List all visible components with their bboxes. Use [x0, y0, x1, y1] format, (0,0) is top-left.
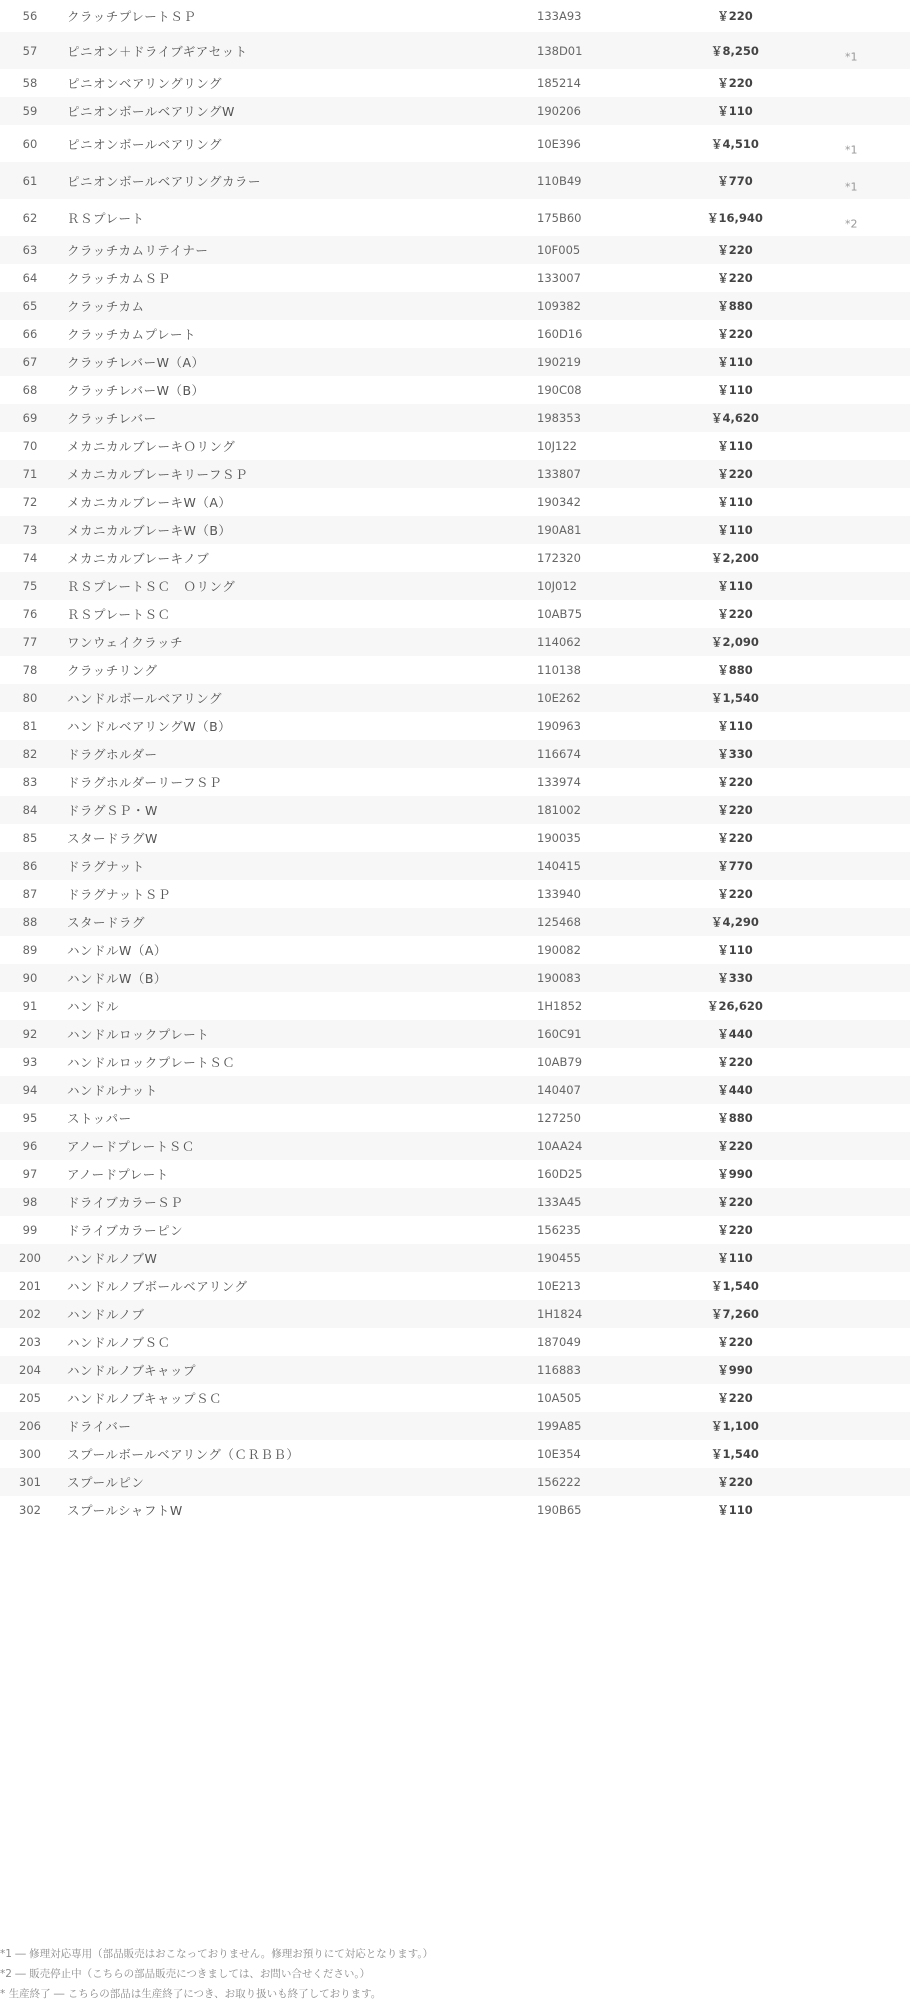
table-row — [0, 796, 910, 824]
table-row — [0, 292, 910, 320]
table-row — [0, 97, 910, 125]
part-name: クラッチカムＳＰ — [67, 271, 171, 286]
table-row — [0, 628, 910, 656]
part-price: ￥770 — [717, 173, 753, 188]
part-code: 175B60 — [537, 210, 582, 225]
part-price: ￥110 — [717, 355, 753, 369]
part-price: ￥1,100 — [711, 1419, 759, 1433]
part-price: ￥110 — [717, 523, 753, 537]
part-number: 97 — [22, 1167, 38, 1181]
part-name: アノードプレートＳＣ — [67, 1139, 195, 1154]
part-number: 70 — [22, 439, 38, 453]
part-name: クラッチカムリテイナー — [67, 243, 209, 258]
part-price: ￥16,940 — [707, 210, 763, 225]
part-number: 300 — [19, 1447, 41, 1461]
part-price: ￥770 — [717, 859, 753, 873]
part-code: 10E213 — [537, 1279, 581, 1293]
part-price: ￥220 — [717, 9, 753, 23]
part-number: 202 — [19, 1307, 41, 1321]
part-code: 133974 — [537, 775, 581, 789]
part-price: ￥440 — [717, 1027, 753, 1041]
part-number: 92 — [22, 1027, 38, 1041]
table-row — [0, 712, 910, 740]
part-name: スタードラグ — [67, 915, 146, 930]
table-row — [0, 1188, 910, 1216]
part-price: ￥4,510 — [711, 136, 759, 151]
table-row — [0, 936, 910, 964]
part-name: メカニカルブレーキノブ — [67, 551, 210, 566]
part-number: 67 — [22, 355, 38, 369]
table-row — [0, 1272, 910, 1300]
table-row — [0, 656, 910, 684]
part-name: ピニオンベアリングリング — [67, 76, 223, 91]
table-row — [0, 824, 910, 852]
part-price: ￥7,260 — [711, 1307, 759, 1321]
part-number: 64 — [22, 271, 38, 285]
part-code: 181002 — [537, 803, 581, 817]
part-number: 66 — [22, 327, 38, 341]
table-row — [0, 162, 910, 199]
part-price: ￥220 — [717, 1223, 753, 1237]
part-code: 116674 — [537, 747, 581, 761]
part-name: クラッチプレートＳＰ — [67, 9, 197, 24]
table-row — [0, 1048, 910, 1076]
part-number: 71 — [22, 467, 38, 481]
part-code: 160C91 — [537, 1027, 582, 1041]
part-number: 91 — [22, 999, 38, 1013]
part-number: 87 — [22, 887, 38, 901]
part-code: 133A45 — [537, 1195, 582, 1209]
part-name: ハンドルベアリングW（B） — [67, 719, 232, 734]
part-code: 198353 — [537, 411, 581, 425]
footnote-3: * 生産終了 ― こちらの部品は生産終了につき、お取り扱いも終了しております。 — [0, 1988, 382, 2000]
part-name: クラッチカム — [67, 299, 145, 314]
table-row — [0, 376, 910, 404]
part-price: ￥110 — [717, 104, 753, 118]
table-row — [0, 404, 910, 432]
table-row — [0, 460, 910, 488]
part-price: ￥880 — [717, 1111, 753, 1125]
table-row — [0, 1328, 910, 1356]
part-number: 83 — [22, 775, 38, 789]
part-name: ピニオンボールベアリングW — [67, 104, 235, 119]
part-price: ￥26,620 — [707, 999, 763, 1013]
part-code: 110B49 — [537, 173, 582, 188]
part-name: ドライブカラーピン — [67, 1223, 184, 1238]
part-code: 190083 — [537, 971, 581, 985]
part-note: *2 — [845, 217, 858, 230]
part-price: ￥220 — [717, 327, 753, 341]
part-price: ￥220 — [717, 775, 753, 789]
part-price: ￥2,090 — [711, 635, 759, 649]
table-row — [0, 1496, 910, 1524]
part-price: ￥8,250 — [711, 43, 759, 58]
part-name: ハンドルノブＳＣ — [67, 1335, 171, 1350]
part-number: 86 — [22, 859, 38, 873]
part-price: ￥990 — [717, 1363, 753, 1377]
part-number: 89 — [22, 943, 38, 957]
part-code: 133007 — [537, 271, 581, 285]
part-number: 201 — [19, 1279, 41, 1293]
part-name: メカニカルブレーキW（B） — [67, 523, 232, 538]
part-price: ￥220 — [717, 887, 753, 901]
part-price: ￥220 — [717, 467, 753, 481]
table-row — [0, 1468, 910, 1496]
part-price: ￥4,290 — [711, 915, 759, 929]
part-price: ￥220 — [717, 1335, 753, 1349]
table-row — [0, 69, 910, 97]
table-row — [0, 1160, 910, 1188]
part-code: 10E354 — [537, 1447, 581, 1461]
part-code: 190342 — [537, 495, 581, 509]
part-note: *1 — [845, 180, 858, 193]
part-number: 84 — [22, 803, 38, 817]
part-name: ハンドルノブW — [67, 1251, 158, 1266]
part-code: 190082 — [537, 943, 581, 957]
table-row — [0, 199, 910, 236]
part-code: 10A505 — [537, 1391, 582, 1405]
part-price: ￥220 — [717, 271, 753, 285]
part-name: ハンドルボールベアリング — [67, 691, 223, 706]
part-number: 74 — [22, 551, 38, 565]
part-number: 73 — [22, 523, 38, 537]
part-code: 116883 — [537, 1363, 581, 1377]
part-name: ＲＳプレートＳＣ — [67, 607, 171, 622]
part-code: 190963 — [537, 719, 581, 733]
part-name: ドラグナット — [67, 859, 145, 874]
part-name: ドラグＳＰ・W — [67, 803, 158, 818]
table-row — [0, 740, 910, 768]
part-number: 72 — [22, 495, 38, 509]
part-price: ￥220 — [717, 1475, 753, 1489]
part-name: ワンウェイクラッチ — [67, 635, 184, 650]
part-name: クラッチカムプレート — [67, 327, 197, 342]
part-code: 133807 — [537, 467, 581, 481]
part-name: ストッパー — [67, 1111, 132, 1126]
part-price: ￥110 — [717, 1251, 753, 1265]
table-row — [0, 1384, 910, 1412]
part-name: ハンドルW（B） — [67, 971, 167, 986]
part-number: 75 — [22, 579, 38, 593]
part-price: ￥440 — [717, 1083, 753, 1097]
part-code: 190C08 — [537, 383, 582, 397]
part-number: 69 — [22, 411, 38, 425]
part-name: メカニカルブレーキリーフＳＰ — [67, 467, 248, 482]
part-price: ￥110 — [717, 579, 753, 593]
table-row — [0, 1440, 910, 1468]
part-price: ￥220 — [717, 607, 753, 621]
part-name: ピニオン＋ドライブギアセット — [67, 43, 248, 59]
table-row — [0, 964, 910, 992]
part-number: 62 — [22, 210, 38, 225]
footnote-2: *2 ― 販売停止中（こちらの部品販売につきましては、お問い合せください。） — [0, 1968, 371, 1980]
part-price: ￥1,540 — [711, 1447, 759, 1461]
part-price: ￥990 — [717, 1167, 753, 1181]
part-price: ￥110 — [717, 943, 753, 957]
part-name: ハンドルノブキャップＳＣ — [67, 1391, 223, 1406]
table-row — [0, 908, 910, 936]
part-name: ピニオンボールベアリング — [67, 136, 223, 152]
part-code: 1H1824 — [537, 1307, 583, 1321]
part-name: ドラグホルダー — [67, 747, 158, 762]
part-number: 81 — [22, 719, 38, 733]
part-price: ￥330 — [717, 971, 753, 985]
part-name: ハンドルロックプレートＳＣ — [67, 1055, 236, 1070]
part-code: 140415 — [537, 859, 581, 873]
part-code: 190035 — [537, 831, 581, 845]
part-name: スプールピン — [67, 1475, 145, 1490]
part-price: ￥2,200 — [711, 551, 759, 565]
part-number: 90 — [22, 971, 38, 985]
part-code: 114062 — [537, 635, 581, 649]
part-code: 10E262 — [537, 691, 581, 705]
part-number: 205 — [19, 1391, 41, 1405]
part-price: ￥220 — [717, 1055, 753, 1069]
part-price: ￥880 — [717, 299, 753, 313]
part-number: 68 — [22, 383, 38, 397]
table-row — [0, 992, 910, 1020]
part-name: クラッチレバー — [67, 411, 157, 426]
part-name: ハンドルノブボールベアリング — [67, 1279, 248, 1294]
table-row — [0, 264, 910, 292]
part-price: ￥110 — [717, 1503, 753, 1517]
table-row — [0, 544, 910, 572]
part-code: 127250 — [537, 1111, 581, 1125]
part-code: 10AA24 — [537, 1139, 583, 1153]
part-number: 98 — [22, 1195, 38, 1209]
part-name: ドライブカラーＳＰ — [67, 1195, 184, 1210]
part-name: ハンドルノブ — [67, 1307, 145, 1322]
part-number: 301 — [19, 1475, 41, 1489]
table-row — [0, 488, 910, 516]
part-number: 78 — [22, 663, 38, 677]
table-row — [0, 600, 910, 628]
table-row — [0, 880, 910, 908]
part-number: 85 — [22, 831, 38, 845]
part-code: 10E396 — [537, 136, 581, 151]
table-row — [0, 516, 910, 544]
part-price: ￥220 — [717, 1391, 753, 1405]
part-number: 99 — [22, 1223, 38, 1237]
part-number: 77 — [22, 635, 38, 649]
part-number: 203 — [19, 1335, 41, 1349]
part-number: 94 — [22, 1083, 38, 1097]
table-row — [0, 1216, 910, 1244]
part-code: 10AB79 — [537, 1055, 583, 1069]
part-price: ￥220 — [717, 831, 753, 845]
table-row — [0, 1300, 910, 1328]
part-name: ハンドルナット — [67, 1083, 158, 1098]
part-number: 65 — [22, 299, 38, 313]
part-code: 190455 — [537, 1251, 581, 1265]
part-code: 190B65 — [537, 1503, 582, 1517]
table-row — [0, 125, 910, 162]
part-price: ￥220 — [717, 1139, 753, 1153]
table-row — [0, 1104, 910, 1132]
table-row — [0, 236, 910, 264]
part-price: ￥330 — [717, 747, 753, 761]
part-price: ￥1,540 — [711, 1279, 759, 1293]
part-code: 10F005 — [537, 243, 581, 257]
part-name: ピニオンボールベアリングカラー — [67, 173, 262, 189]
table-row — [0, 1412, 910, 1440]
part-code: 185214 — [537, 76, 581, 90]
part-code: 140407 — [537, 1083, 581, 1097]
part-number: 302 — [19, 1503, 41, 1517]
part-code: 125468 — [537, 915, 581, 929]
part-code: 172320 — [537, 551, 581, 565]
part-name: ドラグナットＳＰ — [67, 887, 171, 902]
part-price: ￥220 — [717, 1195, 753, 1209]
part-name: ドライバー — [67, 1419, 132, 1434]
table-row — [0, 1132, 910, 1160]
part-code: 10J122 — [537, 439, 577, 453]
part-name: スタードラグW — [67, 831, 158, 846]
part-number: 88 — [22, 915, 38, 929]
part-number: 56 — [22, 9, 38, 23]
part-code: 10AB75 — [537, 607, 583, 621]
part-price: ￥4,620 — [711, 411, 759, 425]
table-row — [0, 0, 910, 32]
part-name: クラッチレバーW（B） — [67, 383, 205, 398]
part-name: ハンドル — [67, 999, 120, 1014]
table-row — [0, 320, 910, 348]
part-number: 58 — [22, 76, 38, 90]
part-code: 156235 — [537, 1223, 581, 1237]
part-code: 190206 — [537, 104, 581, 118]
part-note: *1 — [845, 143, 858, 156]
part-name: ドラグホルダーリーフＳＰ — [67, 775, 222, 790]
part-number: 206 — [19, 1419, 41, 1433]
part-number: 63 — [22, 243, 38, 257]
part-price: ￥110 — [717, 495, 753, 509]
part-code: 190219 — [537, 355, 581, 369]
part-price: ￥1,540 — [711, 691, 759, 705]
part-number: 93 — [22, 1055, 38, 1069]
part-code: 160D16 — [537, 327, 583, 341]
part-number: 96 — [22, 1139, 38, 1153]
part-number: 204 — [19, 1363, 41, 1377]
table-row — [0, 1356, 910, 1384]
part-code: 156222 — [537, 1475, 581, 1489]
part-name: スプールボールベアリング（ＣＲＢＢ） — [67, 1447, 300, 1462]
part-code: 187049 — [537, 1335, 581, 1349]
part-name: ハンドルロックプレート — [67, 1027, 210, 1042]
table-row — [0, 572, 910, 600]
part-price: ￥110 — [717, 719, 753, 733]
part-name: スプールシャフトW — [67, 1503, 183, 1518]
table-row — [0, 852, 910, 880]
part-price: ￥220 — [717, 243, 753, 257]
part-code: 110138 — [537, 663, 581, 677]
part-name: クラッチリング — [67, 663, 158, 678]
part-name: ハンドルノブキャップ — [67, 1363, 197, 1378]
part-number: 57 — [22, 43, 38, 58]
part-code: 10J012 — [537, 579, 577, 593]
part-number: 60 — [22, 136, 38, 151]
part-name: ＲＳプレート — [67, 210, 145, 226]
part-price: ￥880 — [717, 663, 753, 677]
part-number: 76 — [22, 607, 38, 621]
part-code: 199A85 — [537, 1419, 582, 1433]
footnotes — [0, 1944, 912, 2004]
part-price: ￥220 — [717, 803, 753, 817]
table-row — [0, 1020, 910, 1048]
part-name: クラッチレバーW（A） — [67, 355, 205, 370]
part-code: 133A93 — [537, 9, 582, 23]
part-number: 95 — [22, 1111, 38, 1125]
part-price: ￥220 — [717, 76, 753, 90]
part-code: 1H1852 — [537, 999, 583, 1013]
part-number: 61 — [22, 173, 38, 188]
part-name: アノードプレート — [67, 1167, 169, 1182]
part-name: ＲＳプレートＳＣ Ｏリング — [67, 579, 236, 594]
part-price: ￥110 — [717, 439, 753, 453]
footnote-1: *1 ― 修理対応専用（部品販売はおこなっておりません。修理お預りにて対応となります。） — [0, 1948, 434, 1960]
part-name: メカニカルブレーキＯリング — [67, 439, 236, 454]
part-name: メカニカルブレーキW（A） — [67, 495, 232, 510]
part-price: ￥110 — [717, 383, 753, 397]
table-row — [0, 432, 910, 460]
part-number: 59 — [22, 104, 38, 118]
part-code: 160D25 — [537, 1167, 583, 1181]
part-code: 138D01 — [537, 43, 583, 58]
part-code: 109382 — [537, 299, 581, 313]
part-code: 133940 — [537, 887, 581, 901]
part-note: *1 — [845, 50, 858, 63]
table-row — [0, 32, 910, 69]
table-row — [0, 1244, 910, 1272]
part-name: ハンドルW（A） — [67, 943, 167, 958]
part-number: 80 — [22, 691, 38, 705]
table-row — [0, 684, 910, 712]
table-row — [0, 768, 910, 796]
table-row — [0, 348, 910, 376]
part-number: 200 — [19, 1251, 41, 1265]
part-code: 190A81 — [537, 523, 582, 537]
table-row — [0, 1076, 910, 1104]
part-number: 82 — [22, 747, 38, 761]
